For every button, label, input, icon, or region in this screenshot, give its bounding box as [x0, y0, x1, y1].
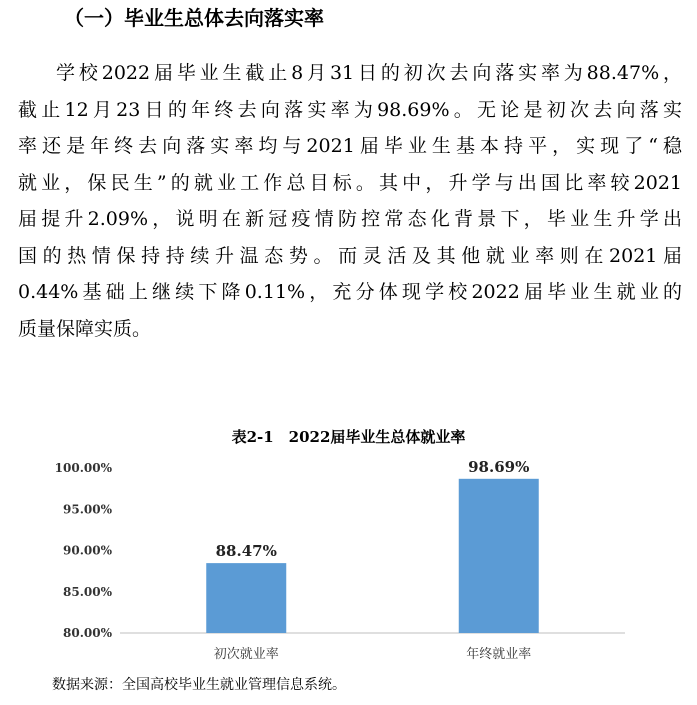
chart-title: 表2-1 2022届毕业生总体就业率	[231, 428, 466, 446]
body-paragraph	[18, 55, 682, 347]
data-label: 98.69%	[468, 457, 530, 476]
paragraph-line: 国的热情保持持续升温态势。而灵活及其他就业率则在2021届	[18, 244, 682, 267]
paragraph-line: 届提升2.09%，说明在新冠疫情防控常态化背景下，毕业生升学出	[18, 208, 682, 230]
bar	[459, 479, 539, 633]
paragraph-line: 质量保障实质。	[18, 317, 152, 340]
data-label: 88.47%	[215, 542, 277, 561]
bar	[206, 563, 286, 633]
y-tick-label: 85.00%	[63, 584, 112, 599]
y-tick-label: 100.00%	[54, 461, 112, 475]
paragraph-line: 就业，保民生”的就业工作总目标。其中，升学与出国比率较2021	[18, 171, 682, 194]
x-tick-label: 初次就业率	[213, 647, 279, 662]
paragraph-line: 0.44%基础上继续下降0.11%，充分体现学校2022届毕业生就业的	[18, 281, 682, 303]
y-tick-label: 80.00%	[63, 626, 112, 640]
paragraph-line: 学校2022届毕业生截止8月31日的初次去向落实率为88.47%，	[56, 62, 682, 84]
x-tick-label: 年终就业率	[466, 647, 532, 662]
paragraph-line: 率还是年终去向落实率均与2021届毕业生基本持平，实现了“稳	[18, 135, 682, 157]
paragraph-line: 截止12月23日的年终去向落实率为98.69%。无论是初次去向落实	[18, 98, 682, 121]
section-heading: （一）毕业生总体去向落实率	[64, 6, 324, 30]
y-tick-label: 90.00%	[63, 543, 112, 558]
y-tick-label: 95.00%	[63, 502, 112, 517]
source-note: 数据来源：全国高校毕业生就业管理信息系统。	[52, 677, 346, 693]
bar-chart	[0, 455, 697, 670]
